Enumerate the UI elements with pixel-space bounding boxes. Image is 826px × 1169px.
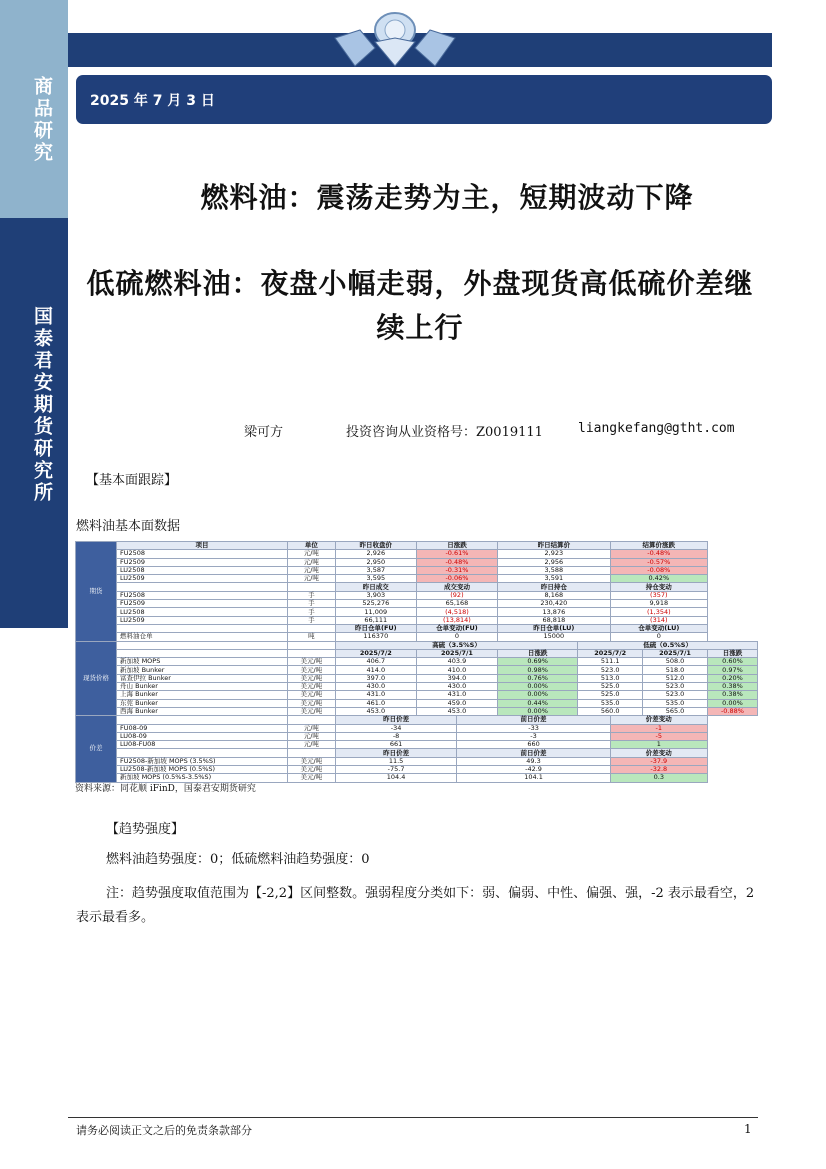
- table-cell: 11,009: [335, 608, 416, 616]
- table-cell: 日涨跌: [416, 542, 497, 550]
- table-cell: 525.0: [578, 691, 643, 699]
- table-cell: 新加坡 MOPS: [117, 658, 288, 666]
- table-cell: 9,918: [610, 600, 707, 608]
- fundamentals-heading: 【基本面跟踪】: [86, 473, 178, 488]
- table-cell: -32.8: [610, 766, 707, 774]
- table-row: [76, 749, 758, 757]
- table-cell: 513.0: [578, 674, 643, 682]
- table-cell: 项目: [117, 542, 288, 550]
- table-cell: [117, 641, 288, 649]
- table-cell: LU2508: [117, 566, 288, 574]
- table-cell: LU2509: [117, 616, 288, 624]
- table-cell: 535.0: [578, 699, 643, 707]
- table-cell: 0.42%: [610, 575, 707, 583]
- row-group-label: 价差: [76, 716, 117, 782]
- table-cell: 0: [610, 633, 707, 641]
- table-cell: 0.20%: [707, 674, 757, 682]
- table-cell: 美元/吨: [287, 757, 335, 765]
- table-cell: 403.9: [416, 658, 497, 666]
- table-cell: 511.1: [578, 658, 643, 666]
- diamond-logo-icon: [325, 6, 465, 68]
- table-cell: 元/吨: [287, 732, 335, 740]
- table-cell: 结算价涨跌: [610, 542, 707, 550]
- table-row: [76, 608, 758, 616]
- author-name: 梁可方: [244, 425, 284, 440]
- table-cell: 昨日价差: [335, 749, 457, 757]
- table-cell: 元/吨: [287, 566, 335, 574]
- table-cell: 15000: [498, 633, 611, 641]
- table-cell: 新加坡 Bunker: [117, 666, 288, 674]
- table-cell: FU2509: [117, 600, 288, 608]
- table-row: [76, 683, 758, 691]
- table-cell: -0.06%: [416, 575, 497, 583]
- table-row: [76, 641, 758, 649]
- table-cell: 持仓变动: [610, 583, 707, 591]
- table-cell: 459.0: [416, 699, 497, 707]
- table-cell: 上海 Bunker: [117, 691, 288, 699]
- table-cell: FU2508: [117, 591, 288, 599]
- table-cell: FU08-09: [117, 724, 288, 732]
- table-cell: 523.0: [643, 691, 708, 699]
- table-cell: FU2508-新加坡 MOPS (3.5%S): [117, 757, 288, 765]
- table-cell: 美元/吨: [287, 674, 335, 682]
- table-cell: 0.60%: [707, 658, 757, 666]
- fundamentals-table: [75, 541, 758, 782]
- table-cell: 舟山 Bunker: [117, 683, 288, 691]
- table-cell: 仓单变动(LU): [610, 624, 707, 632]
- table-cell: 104.4: [335, 774, 457, 782]
- page-number: 1: [744, 1122, 752, 1136]
- table-cell: 430.0: [335, 683, 416, 691]
- table-cell: 660: [457, 741, 610, 749]
- table-cell: 元/吨: [287, 558, 335, 566]
- table-cell: 523.0: [643, 683, 708, 691]
- table-cell: 美元/吨: [287, 666, 335, 674]
- table-cell: 价差变动: [610, 749, 707, 757]
- table-cell: -0.48%: [416, 558, 497, 566]
- table-cell: -5: [610, 732, 707, 740]
- table-cell: -3: [457, 732, 610, 740]
- table-cell: 昨日仓单(LU): [498, 624, 611, 632]
- table-source: 资料来源：同花顺 iFinD，国泰君安期货研究: [75, 784, 256, 794]
- table-cell: -42.9: [457, 766, 610, 774]
- table-cell: 昨日结算价: [498, 542, 611, 550]
- table-cell: 66,111: [335, 616, 416, 624]
- table-cell: 461.0: [335, 699, 416, 707]
- table-cell: 0.38%: [707, 683, 757, 691]
- table-cell: 0.38%: [707, 691, 757, 699]
- table-cell: 104.1: [457, 774, 610, 782]
- table-cell: 0.00%: [498, 683, 578, 691]
- table-row: [76, 658, 758, 666]
- table-cell: FU2509: [117, 558, 288, 566]
- table-cell: 430.0: [416, 683, 497, 691]
- table-cell: -0.88%: [707, 707, 757, 715]
- table-cell: 0.44%: [498, 699, 578, 707]
- table-cell: 8,168: [498, 591, 611, 599]
- table-cell: -75.7: [335, 766, 457, 774]
- table-row: [76, 666, 758, 674]
- table-cell: 508.0: [643, 658, 708, 666]
- table-cell: 2025/7/2: [335, 649, 416, 657]
- table-cell: 手: [287, 591, 335, 599]
- table-cell: 美元/吨: [287, 699, 335, 707]
- table-cell: 昨日收盘价: [335, 542, 416, 550]
- table-cell: 成交变动: [416, 583, 497, 591]
- table-cell: LU2509: [117, 575, 288, 583]
- table-cell: (357): [610, 591, 707, 599]
- main-title: 燃料油：震荡走势为主，短期波动下降: [200, 181, 694, 214]
- table-cell: -34: [335, 724, 457, 732]
- table-cell: 3,588: [498, 566, 611, 574]
- table-cell: 元/吨: [287, 724, 335, 732]
- table-cell: 0.00%: [498, 707, 578, 715]
- table-cell: [117, 716, 288, 724]
- trend-heading: 【趋势强度】: [106, 822, 185, 837]
- sidebar-category-label: 商品研究: [31, 76, 53, 164]
- trend-note: 注：趋势强度取值范围为【-2,2】区间整数。强弱程度分类如下：弱、偏弱、中性、偏强、强，-2 表示最看空，2 表示最看多。: [76, 886, 755, 925]
- table-cell: 高硫（3.5%S）: [335, 641, 578, 649]
- table-row: [76, 633, 758, 641]
- table-cell: 价差变动: [610, 716, 707, 724]
- table-cell: 0: [416, 633, 497, 641]
- table-cell: [287, 641, 335, 649]
- table-cell: 2,926: [335, 550, 416, 558]
- table-cell: 525,276: [335, 600, 416, 608]
- table-cell: 美元/吨: [287, 774, 335, 782]
- table-cell: 单位: [287, 542, 335, 550]
- table-cell: 仓单变动(FU): [416, 624, 497, 632]
- table-row: [76, 649, 758, 657]
- table-cell: 116370: [335, 633, 416, 641]
- table-cell: 手: [287, 600, 335, 608]
- table-title: 燃料油基本面数据: [76, 519, 181, 534]
- author-qualification: 投资咨询从业资格号：Z0019111: [346, 425, 543, 440]
- table-cell: 0.69%: [498, 658, 578, 666]
- table-cell: 昨日仓单(FU): [335, 624, 416, 632]
- table-cell: 美元/吨: [287, 691, 335, 699]
- table-cell: 3,595: [335, 575, 416, 583]
- table-cell: LU2508: [117, 608, 288, 616]
- table-cell: 535.0: [643, 699, 708, 707]
- table-cell: 431.0: [416, 691, 497, 699]
- table-cell: 元/吨: [287, 550, 335, 558]
- table-cell: 0.98%: [498, 666, 578, 674]
- table-cell: 2,956: [498, 558, 611, 566]
- table-cell: 0.00%: [498, 691, 578, 699]
- table-cell: 低硫（0.5%S）: [578, 641, 758, 649]
- table-cell: 富查伊拉 Bunker: [117, 674, 288, 682]
- table-cell: 美元/吨: [287, 683, 335, 691]
- table-cell: 昨日持仓: [498, 583, 611, 591]
- table-row: [76, 741, 758, 749]
- table-cell: -0.61%: [416, 550, 497, 558]
- table-row: [76, 699, 758, 707]
- sidebar-category-panel: [0, 0, 68, 218]
- table-cell: 65,168: [416, 600, 497, 608]
- table-cell: 3,591: [498, 575, 611, 583]
- trend-value: 燃料油趋势强度：0；低硫燃料油趋势强度：0: [106, 852, 370, 867]
- table-cell: 512.0: [643, 674, 708, 682]
- table-cell: -0.08%: [610, 566, 707, 574]
- table-cell: 2,950: [335, 558, 416, 566]
- table-cell: 0.3: [610, 774, 707, 782]
- table-cell: (4,518): [416, 608, 497, 616]
- row-group-label: 现货价格: [76, 641, 117, 716]
- table-cell: -0.57%: [610, 558, 707, 566]
- table-row: [76, 732, 758, 740]
- table-cell: 2025/7/1: [416, 649, 497, 657]
- table-cell: 2,923: [498, 550, 611, 558]
- table-cell: 昨日价差: [335, 716, 457, 724]
- table-cell: -0.31%: [416, 566, 497, 574]
- table-cell: 453.0: [416, 707, 497, 715]
- table-cell: 431.0: [335, 691, 416, 699]
- table-cell: LU08-09: [117, 732, 288, 740]
- sidebar-institute-label: 国泰君安期货研究所: [31, 306, 53, 504]
- sidebar: [0, 0, 68, 1169]
- table-cell: 日涨跌: [707, 649, 757, 657]
- table-cell: LU08-FU08: [117, 741, 288, 749]
- table-cell: 西海 Bunker: [117, 707, 288, 715]
- table-row: [76, 600, 758, 608]
- table-cell: 410.0: [416, 666, 497, 674]
- table-cell: [287, 716, 335, 724]
- table-cell: 3,587: [335, 566, 416, 574]
- table-row: [76, 716, 758, 724]
- table-cell: -33: [457, 724, 610, 732]
- table-cell: (314): [610, 616, 707, 624]
- table-cell: -1: [610, 724, 707, 732]
- row-group-label: 期货: [76, 542, 117, 642]
- table-cell: (1,354): [610, 608, 707, 616]
- table-cell: (13,814): [416, 616, 497, 624]
- table-cell: 前日价差: [457, 716, 610, 724]
- table-cell: 0.00%: [707, 699, 757, 707]
- table-cell: 美元/吨: [287, 766, 335, 774]
- table-row: [76, 691, 758, 699]
- table-cell: 68,818: [498, 616, 611, 624]
- table-cell: 元/吨: [287, 575, 335, 583]
- table-cell: 525.0: [578, 683, 643, 691]
- table-cell: 414.0: [335, 666, 416, 674]
- table-cell: LU2508-新加坡 MOPS (0.5%S): [117, 766, 288, 774]
- table-cell: 518.0: [643, 666, 708, 674]
- table-cell: 新加坡 MOPS (0.5%S-3.5%S): [117, 774, 288, 782]
- table-cell: 元/吨: [287, 741, 335, 749]
- table-cell: 0.97%: [707, 666, 757, 674]
- table-cell: 日涨跌: [498, 649, 578, 657]
- table-cell: 燃料油仓单: [117, 633, 288, 641]
- author-email[interactable]: liangkefang@gtht.com: [578, 421, 735, 436]
- table-cell: (92): [416, 591, 497, 599]
- table-cell: -8: [335, 732, 457, 740]
- table-cell: 0.76%: [498, 674, 578, 682]
- table-cell: FU2508: [117, 550, 288, 558]
- table-row: [76, 624, 758, 632]
- table-cell: 手: [287, 616, 335, 624]
- footer-divider: [68, 1117, 758, 1118]
- table-cell: [287, 749, 335, 757]
- table-cell: 3,903: [335, 591, 416, 599]
- table-cell: 230,420: [498, 600, 611, 608]
- table-cell: 453.0: [335, 707, 416, 715]
- table-cell: 49.3: [457, 757, 610, 765]
- table-row: [76, 674, 758, 682]
- table-cell: 13,876: [498, 608, 611, 616]
- table-cell: 东莞 Bunker: [117, 699, 288, 707]
- sub-title: 低硫燃料油：夜盘小幅走弱，外盘现货高低硫价差继续上行: [86, 267, 754, 344]
- sidebar-institute-panel: [0, 218, 68, 628]
- table-cell: 昨日成交: [335, 583, 416, 591]
- table-row: [76, 575, 758, 583]
- report-date: 2025 年 7 月 3 日: [90, 93, 215, 109]
- table-cell: 前日价差: [457, 749, 610, 757]
- date-banner: [76, 75, 772, 124]
- table-cell: [117, 749, 288, 757]
- table-cell: 美元/吨: [287, 658, 335, 666]
- table-cell: 397.0: [335, 674, 416, 682]
- table-cell: 11.5: [335, 757, 457, 765]
- table-cell: 美元/吨: [287, 707, 335, 715]
- table-cell: 吨: [287, 633, 335, 641]
- table-cell: 661: [335, 741, 457, 749]
- table-cell: 565.0: [643, 707, 708, 715]
- table-cell: 2025/7/2: [578, 649, 643, 657]
- table-cell: 394.0: [416, 674, 497, 682]
- table-cell: 406.7: [335, 658, 416, 666]
- table-row: [76, 550, 758, 558]
- table-cell: -0.48%: [610, 550, 707, 558]
- table-cell: -37.9: [610, 757, 707, 765]
- table-cell: 560.0: [578, 707, 643, 715]
- table-cell: 523.0: [578, 666, 643, 674]
- table-cell: 1: [610, 741, 707, 749]
- table-cell: 手: [287, 608, 335, 616]
- table-cell: 2025/7/1: [643, 649, 708, 657]
- footer-disclaimer: 请务必阅读正文之后的免责条款部分: [76, 1124, 252, 1137]
